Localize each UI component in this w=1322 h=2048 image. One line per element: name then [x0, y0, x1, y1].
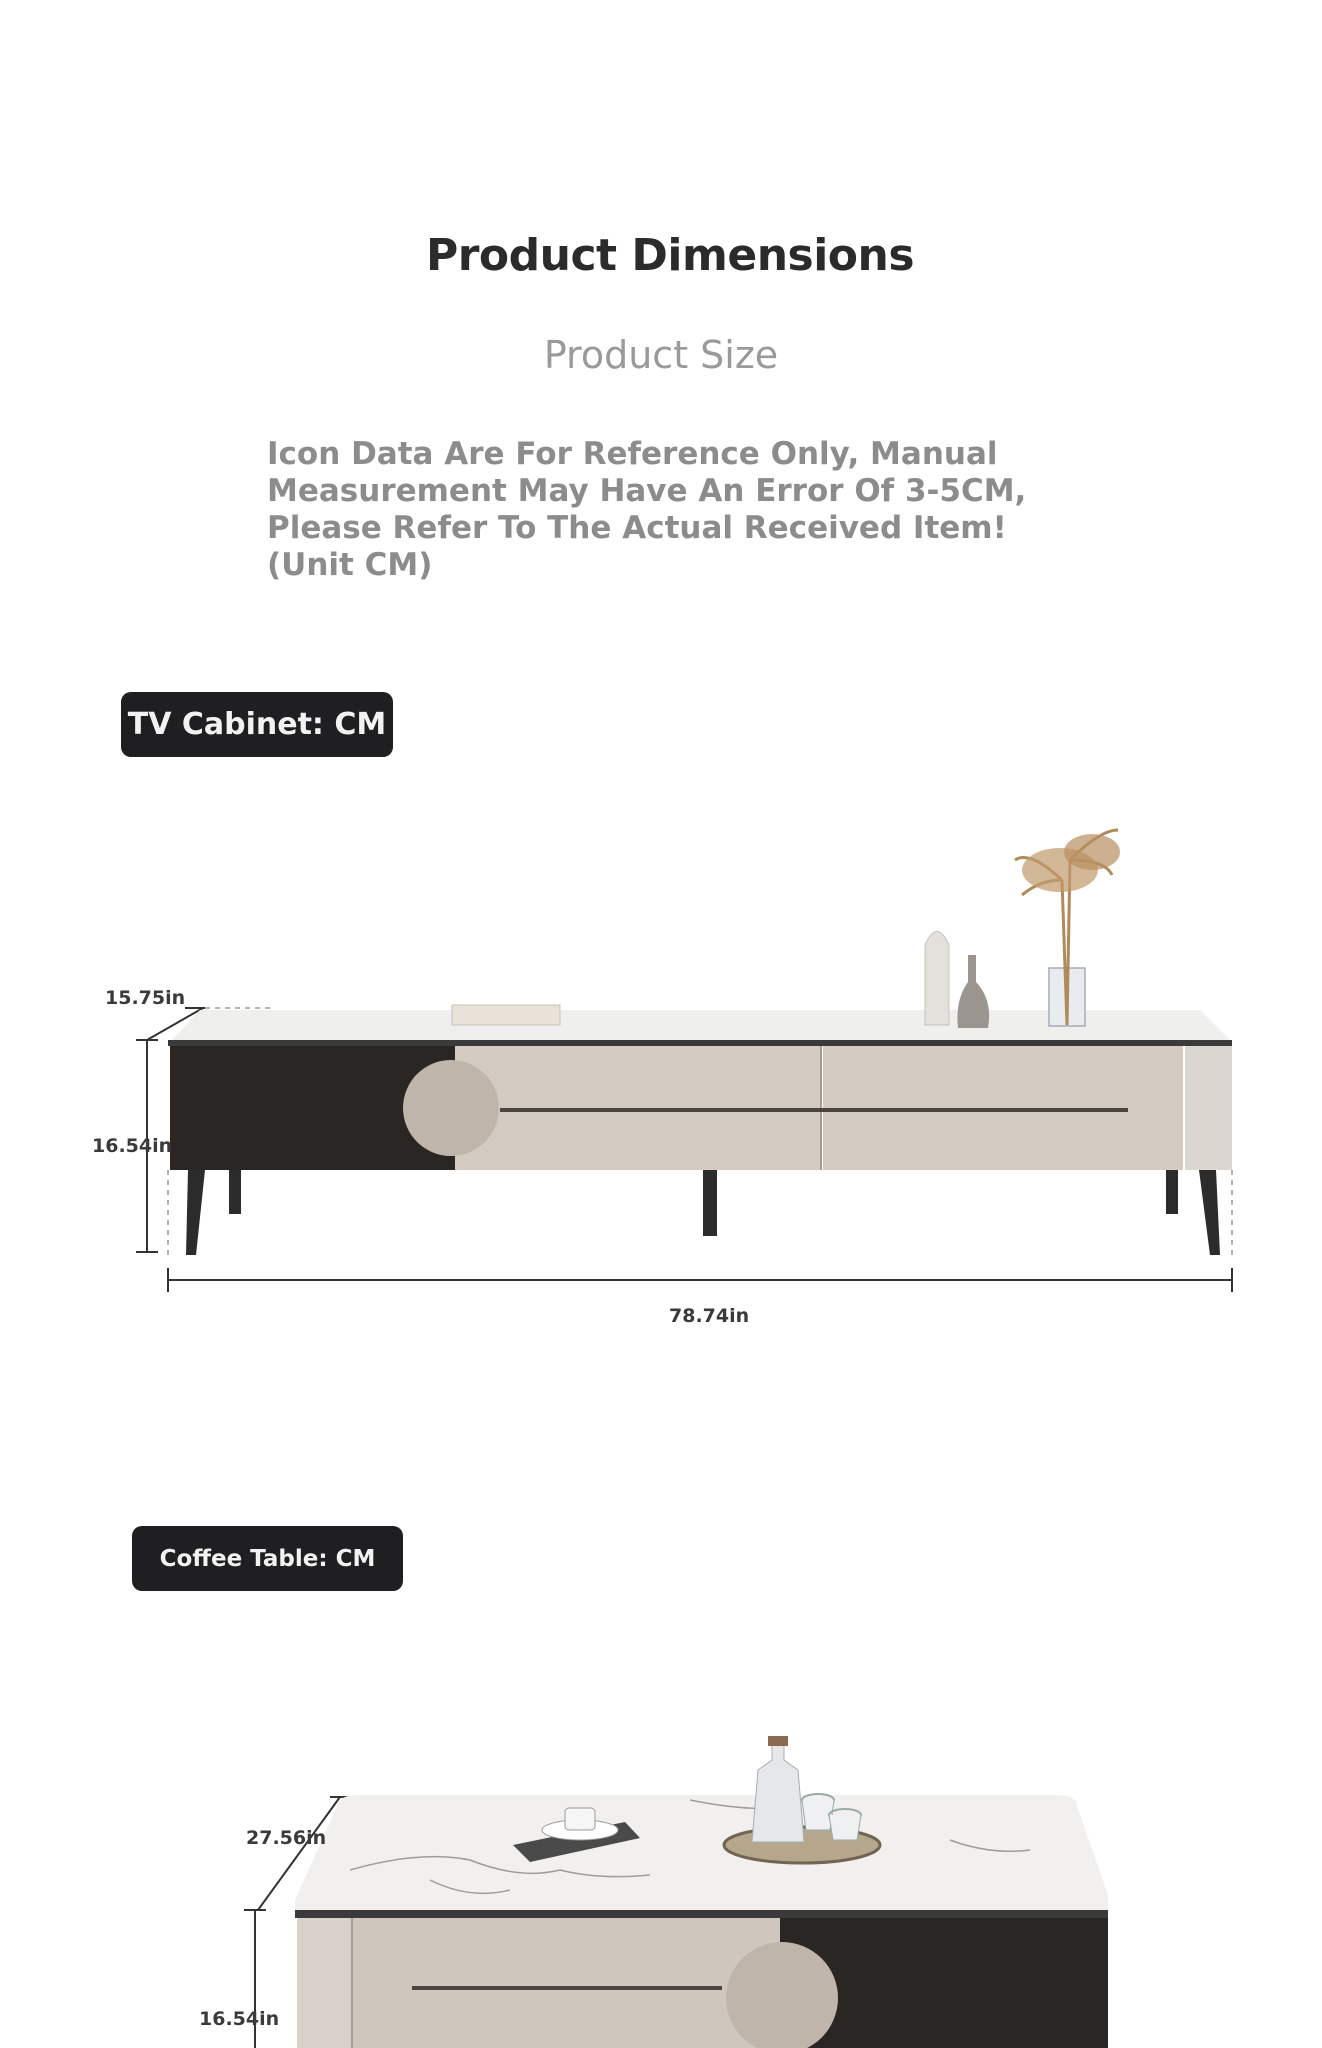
glass-decanter [752, 1740, 804, 1842]
tv-cabinet-badge: TV Cabinet: CM [121, 692, 393, 757]
tv-height-label: 16.54in [92, 1135, 173, 1157]
table-depth-label: 27.56in [246, 1827, 327, 1849]
table-drawer [297, 1918, 780, 2048]
page-subtitle: Product Size [543, 333, 779, 377]
coffee-table-badge: Coffee Table: CM [132, 1526, 403, 1591]
disclaimer-note: Icon Data Are For Reference Only, Manual Measurement May Have An Error Of 3-5CM, Please Refer To The Actual Received Item! (Unit CM) [267, 436, 1027, 583]
tv-width-label: 78.74in [669, 1305, 750, 1327]
table-marble-top [295, 1795, 1108, 1912]
page-title: Product Dimensions [425, 230, 915, 281]
cup [565, 1808, 595, 1830]
table-height-label: 16.54in [199, 2008, 280, 2030]
tv-depth-label: 15.75in [105, 987, 186, 1009]
